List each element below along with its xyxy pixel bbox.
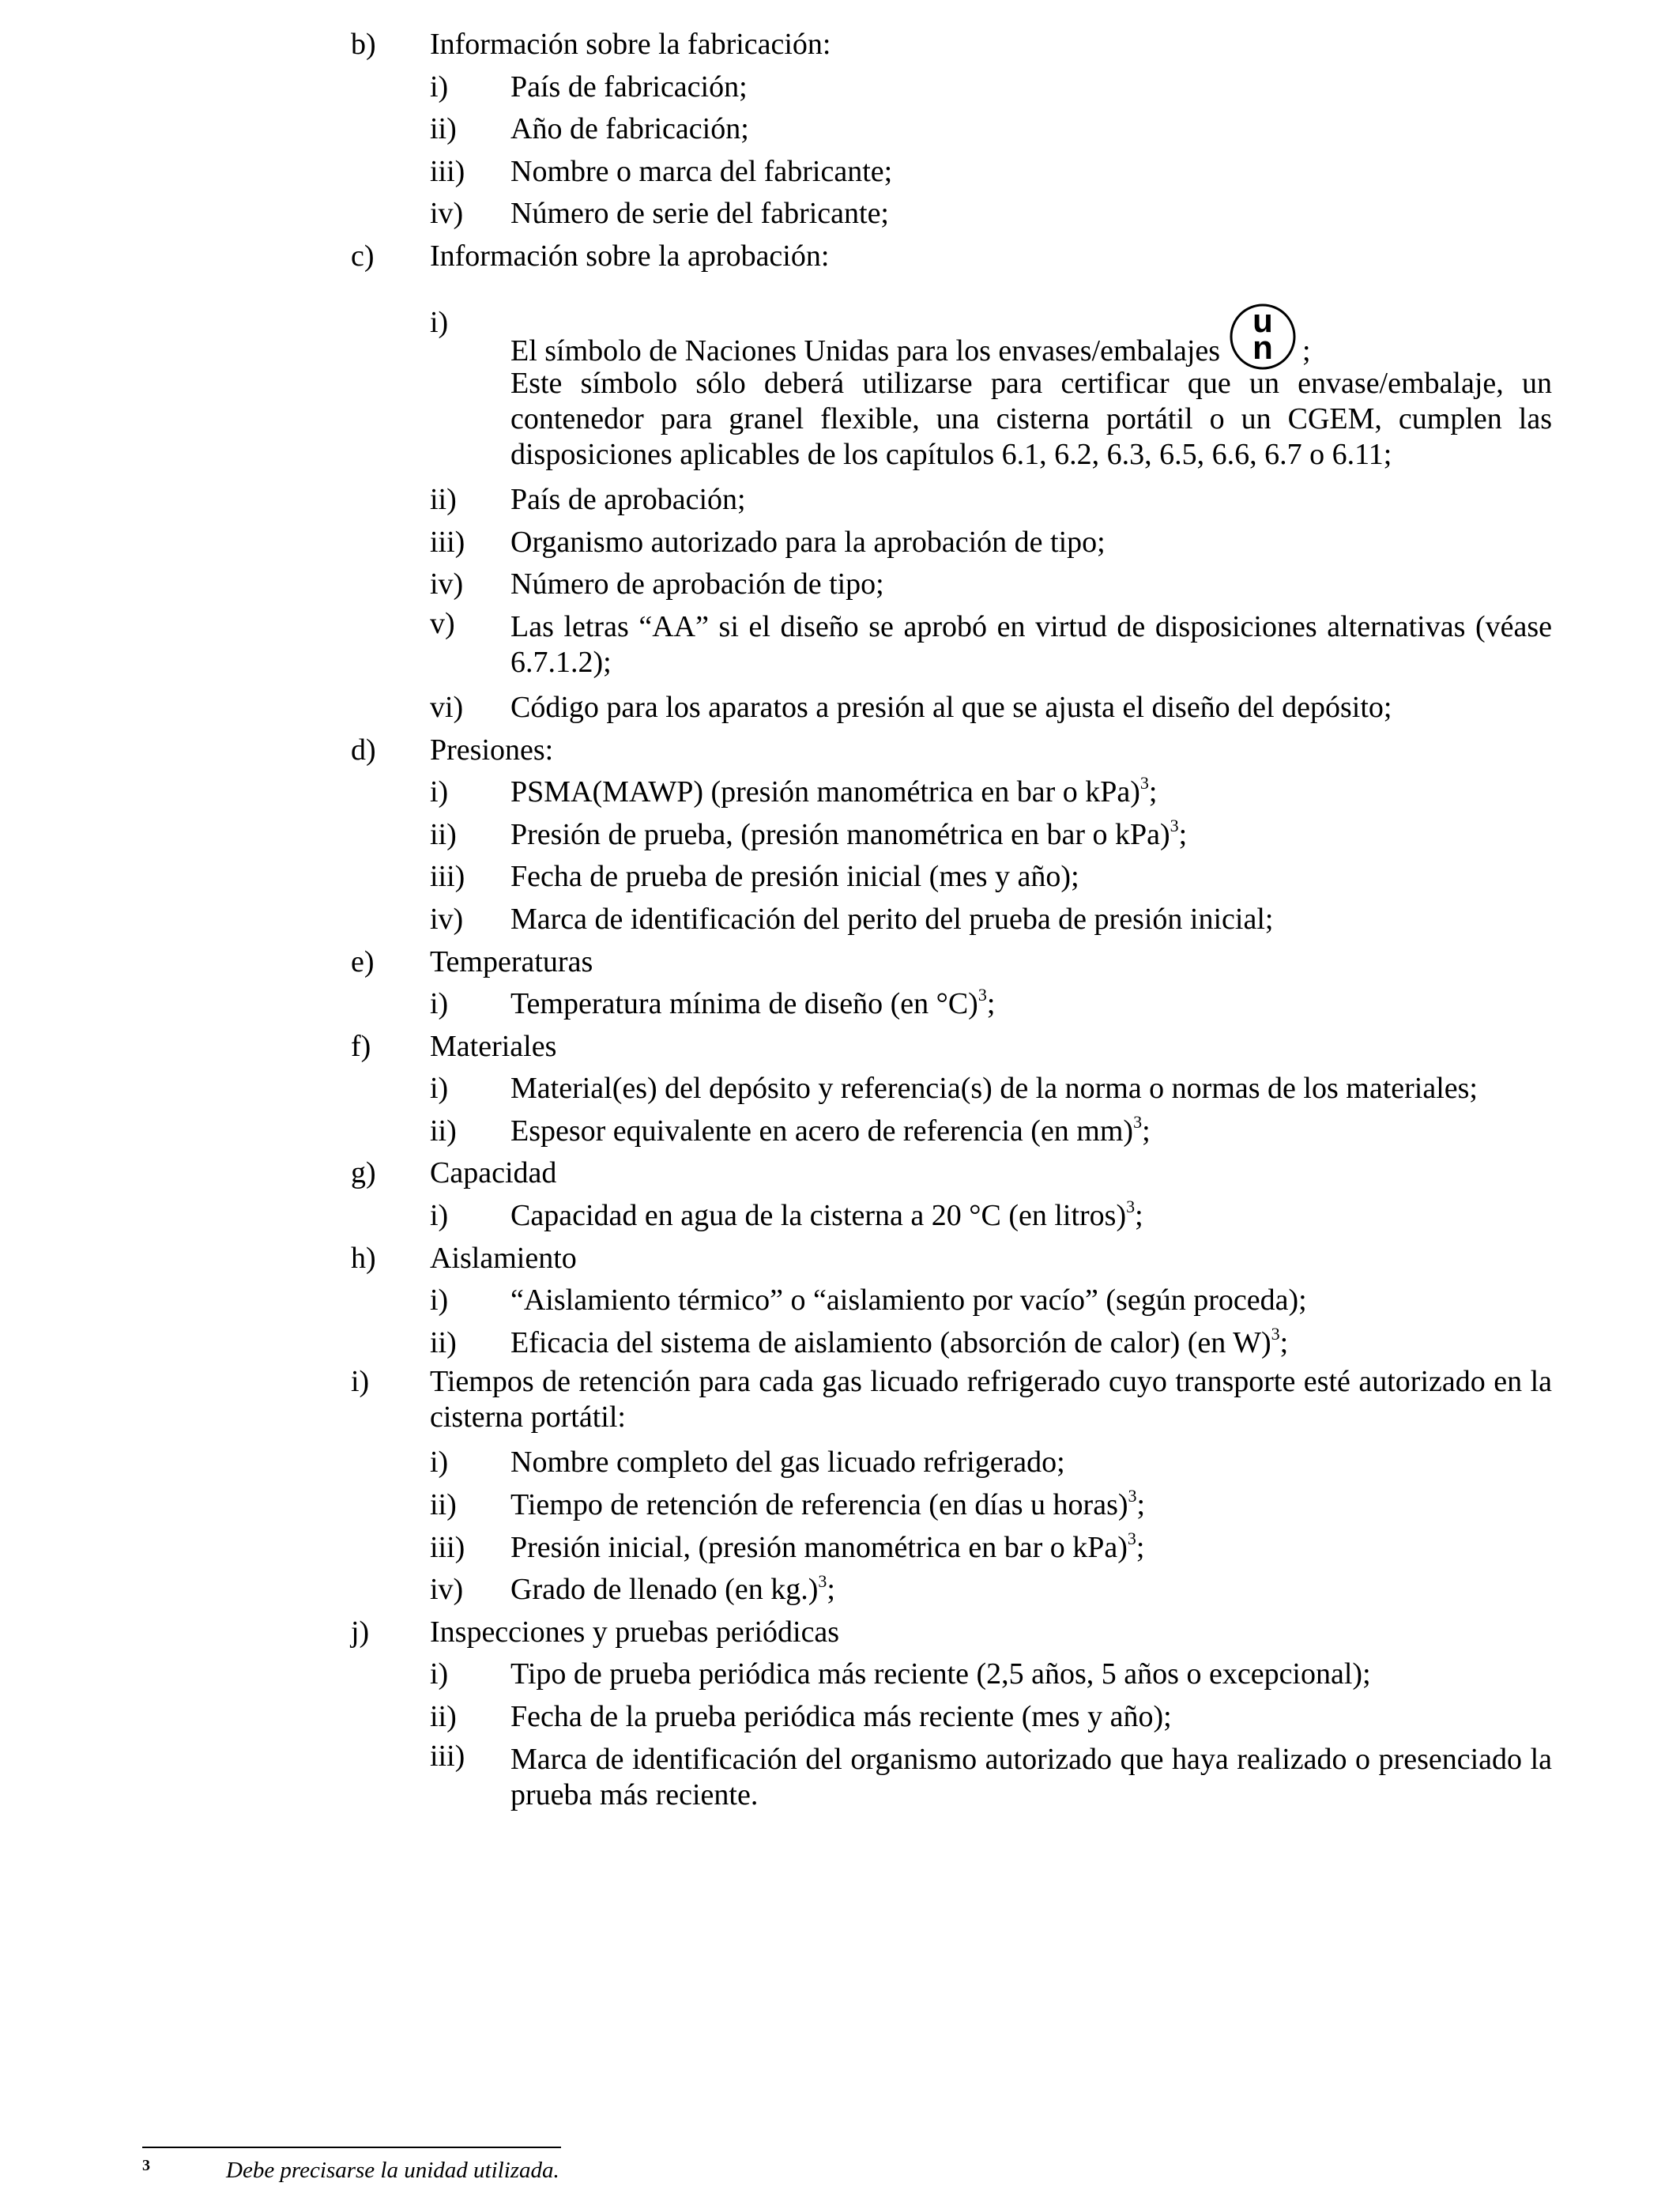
item-text: Las letras “AA” si el diseño se aprobó en virtud de disposiciones alternativas (véase 6.7.1.2); — [510, 609, 1552, 679]
section-title: Presiones: — [430, 733, 554, 767]
item-terminator: ; — [1136, 1488, 1146, 1522]
item-label: ii) — [430, 112, 457, 146]
list-item — [351, 1322, 1552, 1365]
list-item — [351, 479, 1552, 522]
footnote-reference: 3 — [1170, 816, 1179, 836]
item-text: Código para los aparatos a presión al que se ajusta el diseño del depósito; — [510, 690, 1392, 724]
item-text: Marca de identificación del organismo autorizado que haya realizado o presenciado la prueba más reciente. — [510, 1742, 1552, 1811]
item-terminator: ; — [1302, 334, 1311, 368]
item-text: Presión de prueba, (presión manométrica en bar o kPa) — [510, 817, 1170, 851]
item-label: i) — [430, 775, 449, 809]
list-item — [351, 1696, 1552, 1739]
item-label: i) — [430, 1284, 449, 1318]
item-label: iv) — [430, 1573, 464, 1607]
footnote-number: 3 — [142, 2157, 150, 2174]
item-label: ii) — [430, 1488, 457, 1522]
section-label: d) — [351, 733, 376, 767]
list-item — [351, 1280, 1552, 1322]
item-text: Número de serie del fabricante; — [510, 197, 889, 231]
list-item — [351, 856, 1552, 899]
section-title: Temperaturas — [430, 944, 593, 978]
item-terminator: ; — [1148, 775, 1158, 809]
footnote-text: Debe precisarse la unidad utilizada. — [226, 2158, 559, 2183]
list-item — [351, 1653, 1552, 1696]
item-label: iii) — [430, 154, 465, 188]
item-terminator: ; — [1279, 1325, 1289, 1359]
item-text: Material(es) del depósito y referencia(s) de la norma o normas de los materiales; — [510, 1072, 1478, 1106]
section-heading — [351, 236, 1552, 278]
item-terminator: ; — [1178, 817, 1188, 851]
section-title: Tiempos de retención para cada gas licuado refrigerado cuyo transporte esté autorizado en la cisterna portátil: — [430, 1365, 1552, 1434]
item-terminator: ; — [1136, 1530, 1145, 1564]
list-item — [351, 606, 1552, 687]
item-label: ii) — [430, 1700, 457, 1733]
item-text: País de fabricación; — [510, 70, 748, 104]
item-label: i) — [430, 1199, 449, 1233]
list-item — [351, 687, 1552, 729]
list-item — [351, 983, 1552, 1026]
un-symbol-upper-letter: u — [1252, 301, 1273, 339]
item-text: Nombre completo del gas licuado refrigerado; — [510, 1446, 1065, 1480]
section-label: h) — [351, 1241, 376, 1275]
list-item — [351, 1195, 1552, 1238]
footnote-reference: 3 — [1127, 1528, 1136, 1548]
footnote-reference: 3 — [1271, 1324, 1280, 1344]
section-label: c) — [351, 239, 375, 273]
symbol-usage-note: Este símbolo sólo deberá utilizarse para certificar que un envase/embalaje, un contenedor para granel flexible, una cisterna portátil o un CGEM, cumplen las disposiciones aplicables de los capítulos 6.1, 6.2, 6.3, 6.5, 6.6, 6.7 o 6.11; — [510, 367, 1552, 472]
item-text: Temperatura mínima de diseño (en °C) — [510, 987, 978, 1021]
list-item — [351, 814, 1552, 857]
item-label: iv) — [430, 197, 464, 231]
list-item — [351, 522, 1552, 564]
item-text: Marca de identificación del perito del prueba de presión inicial; — [510, 902, 1274, 936]
section-label: g) — [351, 1156, 376, 1190]
footnote-reference: 3 — [1126, 1197, 1136, 1217]
un-symbol-lower-letter: n — [1252, 328, 1273, 366]
list-item — [351, 1739, 1552, 1819]
section-label: b) — [351, 28, 376, 61]
item-label: i) — [430, 305, 449, 339]
section-heading — [351, 941, 1552, 984]
footnote-separator — [142, 2147, 561, 2148]
list-item — [351, 1068, 1552, 1110]
section-heading — [351, 1364, 1552, 1442]
section-title: Información sobre la fabricación: — [430, 28, 831, 61]
section-title: Inspecciones y pruebas periódicas — [430, 1615, 840, 1649]
item-label: iv) — [430, 902, 464, 936]
footnote-reference: 3 — [977, 985, 987, 1005]
footnote-reference: 3 — [1139, 773, 1149, 794]
list-item — [351, 193, 1552, 236]
section-label: f) — [351, 1029, 371, 1063]
item-label: iv) — [430, 567, 464, 601]
item-label: v) — [430, 606, 455, 640]
item-text: Organismo autorizado para la aprobación de tipo; — [510, 525, 1106, 559]
list-item — [351, 151, 1552, 194]
footnote-reference: 3 — [1128, 1486, 1137, 1506]
list-item — [351, 1110, 1552, 1153]
section-label: j) — [351, 1615, 370, 1649]
section-heading — [351, 1238, 1552, 1280]
section-title: Aislamiento — [430, 1241, 577, 1275]
item-label: i) — [430, 1446, 449, 1480]
item-label: i) — [430, 1072, 449, 1106]
item-terminator: ; — [1142, 1114, 1151, 1148]
item-label: i) — [430, 987, 449, 1021]
footnote-reference: 3 — [1133, 1112, 1143, 1133]
item-label: i) — [430, 1657, 449, 1691]
list-item — [351, 66, 1552, 109]
marking-list — [351, 24, 1552, 1819]
section-label: e) — [351, 944, 375, 978]
item-text: Grado de llenado (en kg.) — [510, 1573, 819, 1607]
list-item — [351, 1484, 1552, 1527]
item-label: i) — [430, 70, 449, 104]
item-text: Tipo de prueba periódica más reciente (2,5 años, 5 años o excepcional); — [510, 1657, 1371, 1691]
item-terminator: ; — [827, 1573, 835, 1607]
item-text: Fecha de prueba de presión inicial (mes y año); — [510, 860, 1079, 894]
section-heading — [351, 1152, 1552, 1195]
item-terminator: ; — [1135, 1199, 1143, 1233]
item-label: iii) — [430, 1739, 465, 1773]
list-item — [351, 771, 1552, 814]
item-text: Año de fabricación; — [510, 112, 749, 146]
section-heading — [351, 1026, 1552, 1069]
item-text: Espesor equivalente en acero de referencia (en mm) — [510, 1114, 1134, 1148]
item-text: Capacidad en agua de la cisterna a 20 °C (en litros) — [510, 1199, 1127, 1233]
item-text: “Aislamiento térmico” o “aislamiento por vacío” (según proceda); — [510, 1284, 1307, 1318]
item-label: iii) — [430, 860, 465, 894]
list-item — [351, 1569, 1552, 1612]
section-title: Materiales — [430, 1029, 557, 1063]
section-heading — [351, 24, 1552, 66]
item-text: Tiempo de retención de referencia (en días u horas) — [510, 1488, 1128, 1522]
list-item — [351, 1527, 1552, 1570]
item-label: iii) — [430, 525, 465, 559]
item-text: Fecha de la prueba periódica más reciente (mes y año); — [510, 1700, 1172, 1733]
list-item — [351, 899, 1552, 941]
item-label: ii) — [430, 1114, 457, 1148]
section-heading — [351, 1612, 1552, 1654]
list-item — [351, 1442, 1552, 1484]
item-label: vi) — [430, 690, 464, 724]
item-text: PSMA(MAWP) (presión manométrica en bar o kPa) — [510, 775, 1140, 809]
item-label: iii) — [430, 1530, 465, 1564]
list-item — [351, 302, 1552, 373]
list-item — [351, 564, 1552, 606]
item-label: ii) — [430, 483, 457, 517]
item-label: ii) — [430, 1325, 457, 1359]
item-text: Número de aprobación de tipo; — [510, 567, 884, 601]
item-text: Eficacia del sistema de aislamiento (absorción de calor) (en W) — [510, 1325, 1271, 1359]
item-terminator: ; — [986, 987, 996, 1021]
section-label: i) — [351, 1365, 370, 1399]
section-title: Capacidad — [430, 1156, 557, 1190]
list-item — [351, 108, 1552, 151]
item-text: Nombre o marca del fabricante; — [510, 154, 893, 188]
item-text: País de aprobación; — [510, 483, 746, 517]
item-label: ii) — [430, 817, 457, 851]
section-title: Información sobre la aprobación: — [430, 239, 830, 273]
un-packaging-symbol-icon — [1228, 302, 1298, 371]
item-text: Presión inicial, (presión manométrica en bar o kPa) — [510, 1530, 1128, 1564]
section-heading — [351, 729, 1552, 772]
item-text: El símbolo de Naciones Unidas para los envases/embalajes — [510, 334, 1221, 368]
footnote-reference: 3 — [818, 1570, 827, 1591]
